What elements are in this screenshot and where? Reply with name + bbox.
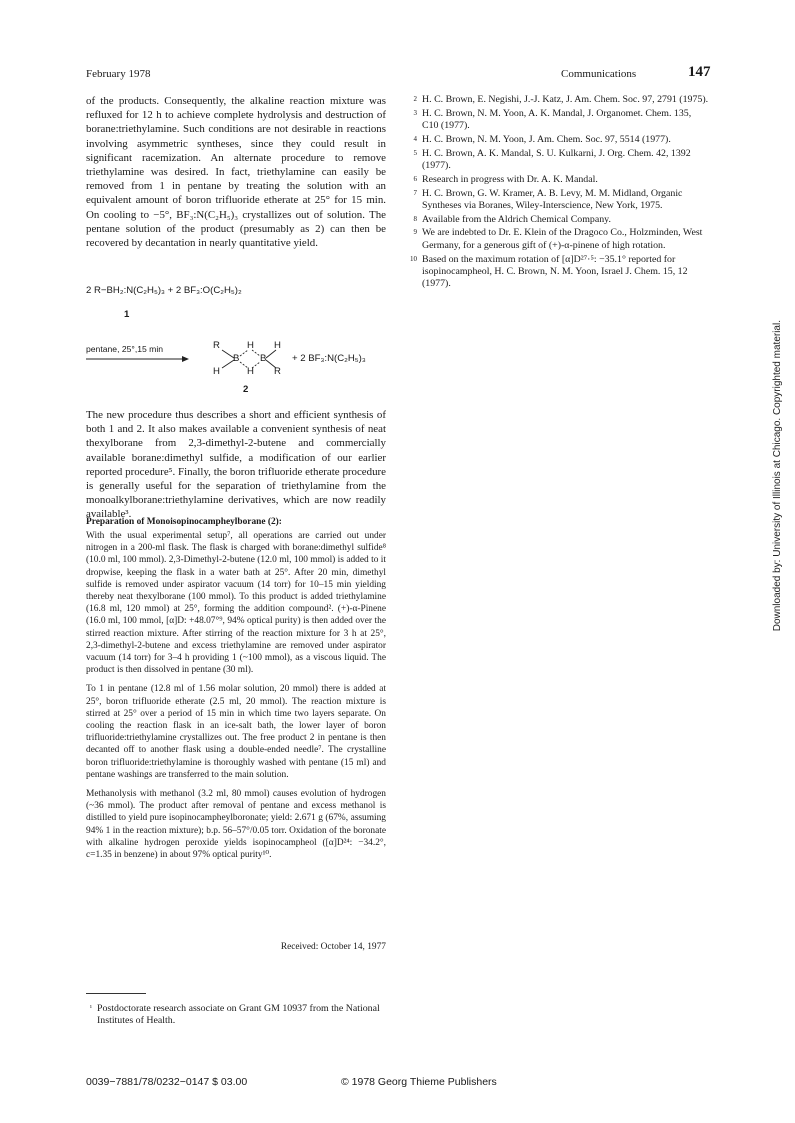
paragraph-text: The new procedure thus describes a short and efficient synthesis of both 1 and 2. It also makes available a convenient synthesis of neat thexylborane from 2,3-dimethyl-2-butene and commercially available borane:dimethyl sulfide, a modification of our earlier reported procedure⁵. Finally, the boron trifluoride etherate procedure is generally useful for the separation of triethylamine from the monoalkylborane:triethylamine derivatives, which are now readily available³. [86,409,386,521]
atom-h-bottom-left: H [213,366,220,377]
experimental-text [86,530,386,868]
reference-number: 3 [413,108,417,117]
reference-item [401,134,709,146]
footnote-number: ¹ [89,1004,92,1012]
reaction-arrow [86,354,190,364]
download-watermark: Downloaded by: University of Illinois at Chicago. Copyrighted material. [772,320,783,632]
reference-item [401,254,709,291]
reference-item [401,94,709,106]
reference-text: H. C. Brown, N. M. Yoon, J. Am. Chem. Soc. 97, 5514 (1977). [422,133,671,145]
reference-text: H. C. Brown, A. K. Mandal, S. U. Kulkarni, J. Org. Chem. 42, 1392 (1977). [422,147,691,171]
paragraph-text: With the usual experimental setup⁷, all operations are carried out under nitrogen in a 200-ml flask. The flask is charged with borane:dimethyl sulfide⁸ (10.0 ml, 100 mmol). 2,3-Dimethyl-2-butene (12.0 ml, 100 mmol) is added to it dropwise, keeping the flask in a water bath at 25°. After 20 min, dimethyl sulfide is removed under aspirator vacuum (14 torr) for 10–15 min yielding thereby neat thexylborane (100 mmol). To this product is added triethylamine (16.8 ml, 120 mmol) at 25°, forming the addition compound². (+)-α-Pinene (16.0 ml, 100 mmol, [α]D: +48.07°⁹, 94% optical purity) is then added over the stirred reaction mixture. After stirring of the reaction mixture for 3 h at 25°, 2,3-dimethyl-2-butene and excess triethylamine are removed under aspirator vacuum (14 torr) for 3–4 h providing 1 (~100 mmol), as a viscous liquid. The product is then dissolved in pentane (30 ml). [86,531,386,676]
reference-number: 6 [413,174,417,183]
reference-item [401,188,709,213]
reference-number: 5 [413,148,417,157]
equation-label-1: 1 [124,309,130,320]
equation-products: + 2 BF₃:N(C₂H₅)₃ [292,353,366,364]
page-number: 147 [688,64,711,80]
header-section: Communications [561,68,637,80]
paragraph-text: To 1 in pentane (12.8 ml of 1.56 molar solution, 20 mmol) there is added at 25°, boron trifluoride etherate (2.5 ml, 20 mmol). The reaction mixture is stirred at 25° over a period of 15 min in which time two layers separate. On cooling the reaction flask in an ice-salt bath, the lower layer of boron trifluoride:triethylamine crystallizes out. The free product 2 in pentane is then decanted off to another flask using a double-ended needle⁷. The crystalline boron trifluoride:triethylamine is thoroughly washed with pentane (15 ml) and pentane washings are transferred to the main solution. [86,684,386,780]
received-date: Received: October 14, 1977 [280,942,386,952]
footnote [76,1003,386,1028]
paragraph-text: Methanolysis with methanol (3.2 ml, 80 mmol) causes evolution of hydrogen (~36 mmol). The product after removal of pentane and excess methanol is distilled to yield pure isopinocampheylboronate; yield: 2.671 g (67%, assuming 94% 1 in the reaction mixture); b.p. 56–57°/0.05 torr. Oxidation of the boronate with alkaline hydrogen peroxide yields isopinocampheol ([α]D²⁴: −34.2°, c=1.35 in benzene) in about 97% optical purity¹⁰. [86,789,386,861]
reference-item [401,148,709,173]
atom-boron-left: B [233,353,240,364]
reference-number: 8 [413,214,417,223]
reference-number: 10 [410,254,417,263]
footer-publisher: © 1978 Georg Thieme Publishers [341,1076,497,1088]
atom-r-bottom: R [274,366,281,377]
reference-item [401,227,709,252]
reference-text: H. C. Brown, E. Negishi, J.-J. Katz, J. Am. Chem. Soc. 97, 2791 (1975). [422,94,709,105]
reference-number: 2 [413,95,417,103]
reference-item [401,214,709,226]
section-heading: Preparation of Monoisopinocampheylborane (2): [86,517,282,527]
reference-text: Research in progress with Dr. A. K. Mandal. [422,173,598,185]
equation-conditions: pentane, 25°,15 min [86,344,164,354]
paragraph-text: of the products. Consequently, the alkaline reaction mixture was refluxed for 12 h to achieve complete hydrolysis and destruction of borane:triethylamine. Such conditions are not desirable in reactions involving asymmetric syntheses, since they could result in significant racemization. An alternate procedure to remove triethylamine was desired. In fact, triethylamine can easily be removed from 1 in pentane by treating the solution with an equivalent amount of boron trifluoride etherate at 25° for 15 min. On cooling to −5°, BF₃:N(C₂H₅)₃ crystallizes out of solution. The pentane solution of the product (presumably as 2) can then be recovered by decantation in nearly quantitative yield. [86,95,386,250]
reference-text: We are indebted to Dr. E. Klein of the Dragoco Co., Holzminden, West Germany, for a generous gift of (+)-α-pinene of high rotation. [422,227,703,251]
atom-r-top: R [213,340,220,351]
atom-h-bridge-top: H [247,340,254,351]
reference-text: H. C. Brown, G. W. Kramer, A. B. Levy, M. M. Midland, Organic Syntheses via Boranes, Wiley-Interscience, New York, 1975. [422,187,683,211]
footnote-rule [86,993,146,994]
reference-item [401,174,709,186]
equation-reactants: 2 R−BH₂:N(C₂H₅)₃ + 2 BF₃:O(C₂H₅)₂ [86,285,242,296]
footer-code: 0039−7881/78/0232−0147 $ 03.00 [86,1076,248,1088]
reference-text: Based on the maximum rotation of [α]D²⁷·⁵: −35.1° reported for isopinocampheol, H. C. Brown, N. M. Yoon, Israel J. Chem. 15, 12 (1977). [422,253,688,290]
atom-h-top-right: H [274,340,281,351]
atom-boron-right: B [260,353,267,364]
atom-h-bridge-bottom: H [247,366,254,377]
reference-list [401,94,709,292]
paragraph-summary [86,408,386,522]
paragraph-intro [86,94,386,250]
reference-item [401,108,709,133]
reference-number: 4 [413,134,417,143]
reference-text: H. C. Brown, N. M. Yoon, A. K. Mandal, J. Organomet. Chem. 135, C10 (1977). [422,107,692,132]
header-date: February 1978 [86,68,151,80]
reference-number: 7 [413,188,417,197]
footnote-text: Postdoctorate research associate on Grant GM 10937 from the National Institutes of Health. [97,1003,380,1027]
reference-number: 9 [413,228,417,237]
reference-text: Available from the Aldrich Chemical Company. [422,213,611,225]
equation-label-2: 2 [243,384,249,395]
